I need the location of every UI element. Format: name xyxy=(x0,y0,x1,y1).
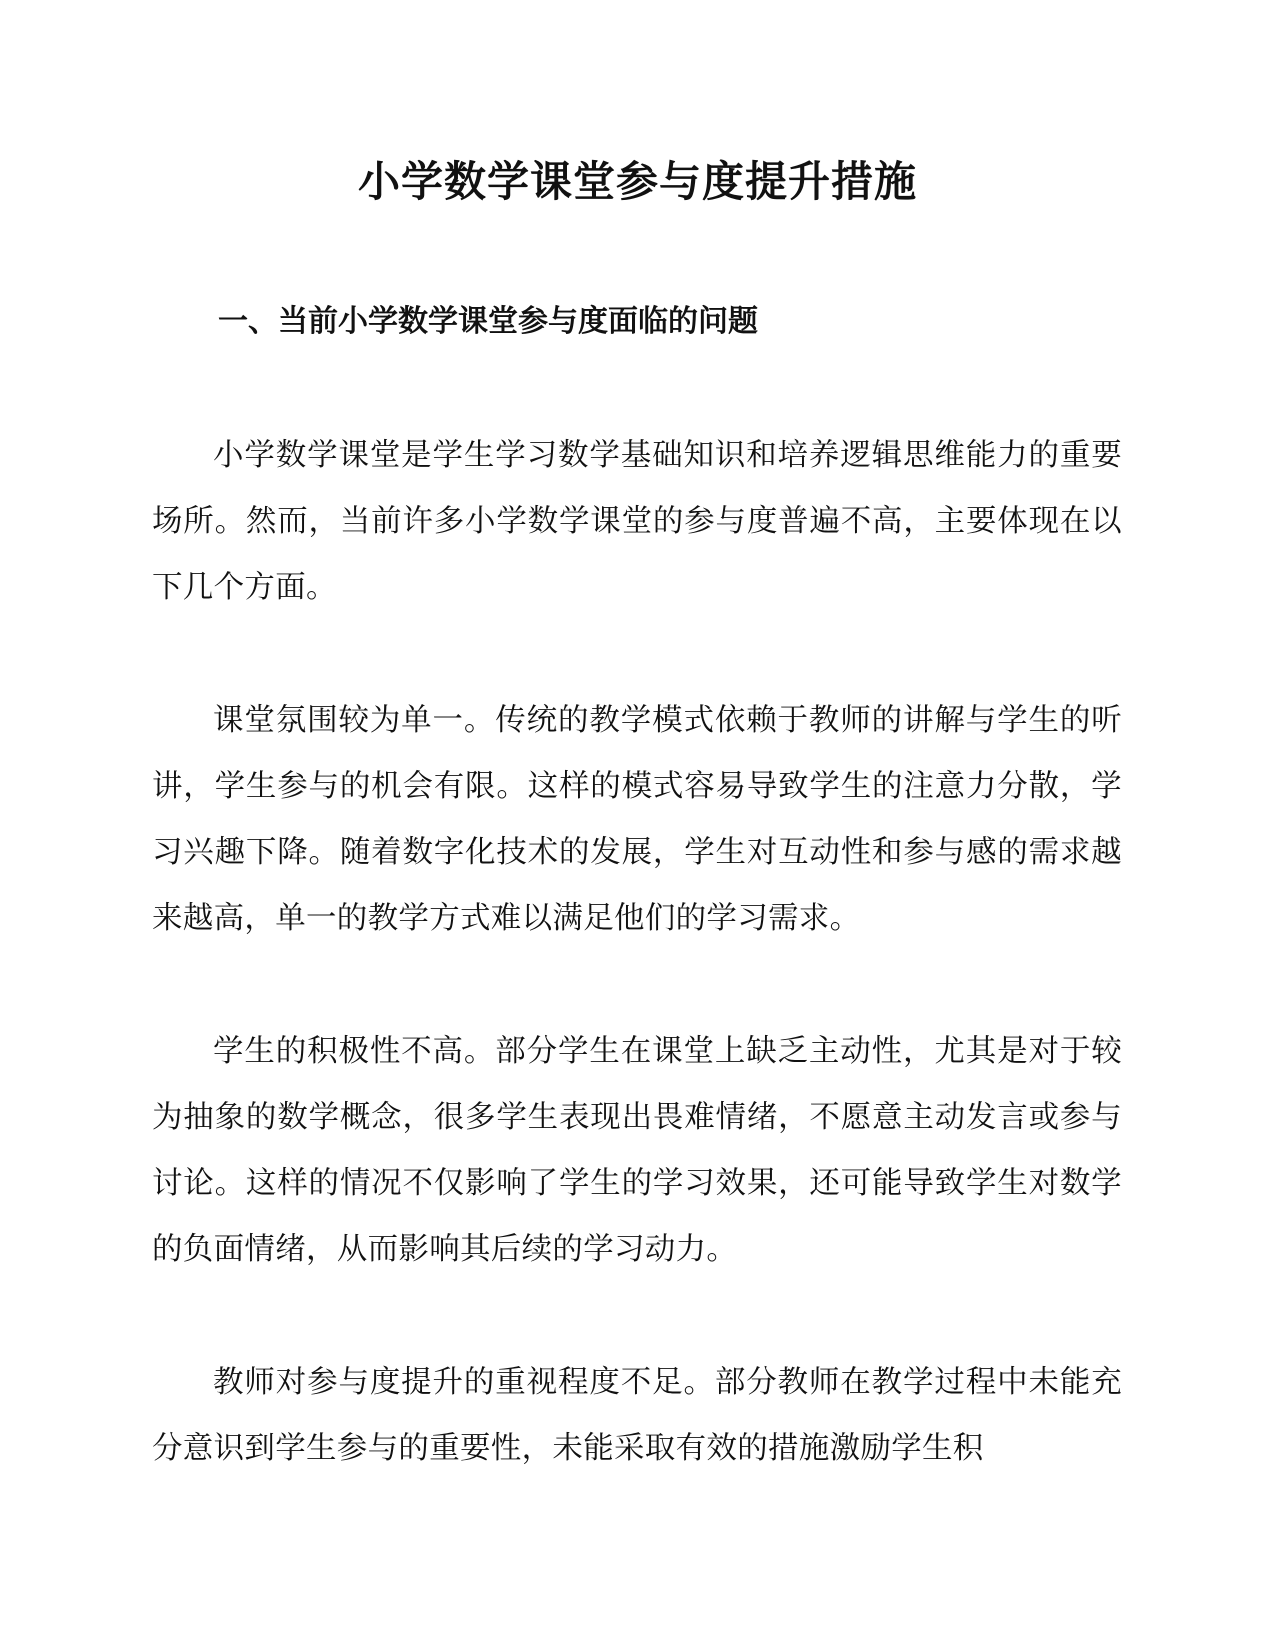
paragraph-intro: 小学数学课堂是学生学习数学基础知识和培养逻辑思维能力的重要场所。然而，当前许多小学数学课堂的参与度普遍不高，主要体现在以下几个方面。 xyxy=(152,438,1122,605)
document-title: 小学数学课堂参与度提升措施 xyxy=(357,157,917,206)
paragraph-teacher-attention: 教师对参与度提升的重视程度不足。部分教师在教学过程中未能充分意识到学生参与的重要性，未能采取有效的措施激励学生积 xyxy=(152,1365,1122,1466)
section-heading: 一、当前小学数学课堂参与度面临的问题 xyxy=(218,304,758,339)
paragraph-classroom-atmosphere: 课堂氛围较为单一。传统的教学模式依赖于教师的讲解与学生的听讲，学生参与的机会有限。这样的模式容易导致学生的注意力分散，学习兴趣下降。随着数字化技术的发展，学生对互动性和参与感的需求越来越高，单一的教学方式难以满足他们的学习需求。 xyxy=(152,703,1122,936)
paragraph-student-enthusiasm: 学生的积极性不高。部分学生在课堂上缺乏主动性，尤其是对于较为抽象的数学概念，很多学生表现出畏难情绪，不愿意主动发言或参与讨论。这样的情况不仅影响了学生的学习效果，还可能导致学生对数学的负面情绪，从而影响其后续的学习动力。 xyxy=(152,1034,1122,1267)
